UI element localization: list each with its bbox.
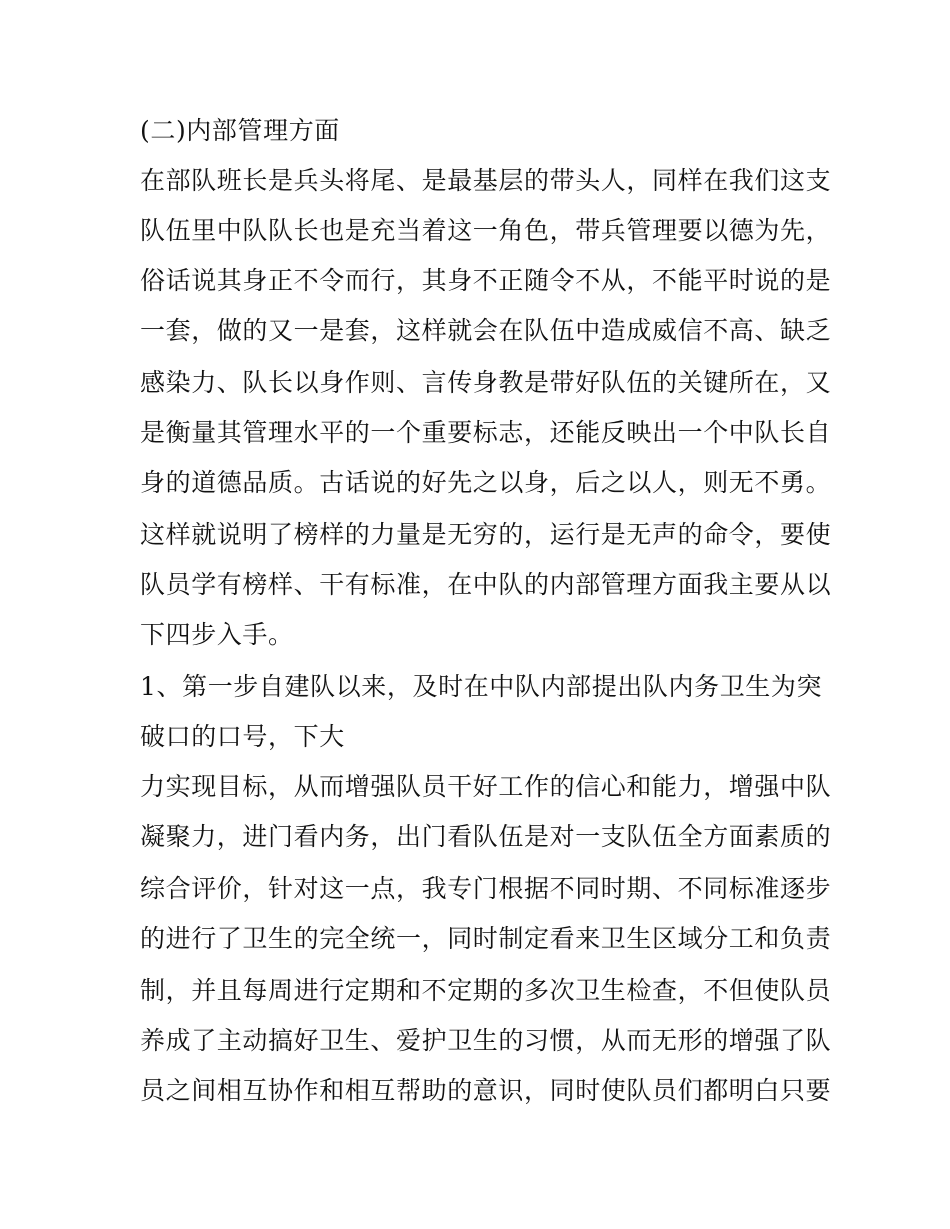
text-line: 在部队班长是兵头将尾、是最基层的带头人，同样在我们这支: [140, 166, 832, 195]
text-line: 的进行了卫生的完全统一，同时制定看来卫生区域分工和负责: [140, 924, 832, 953]
text-line: 制，并且每周进行定期和不定期的多次卫生检查，不但使队员: [140, 976, 832, 1005]
text-line: 综合评价，针对这一点，我专门根据不同时期、不同标准逐步: [140, 874, 832, 903]
text-line: 破口的口号，下大: [140, 722, 345, 751]
text-line: 力实现目标，从而增强队员干好工作的信心和能力，增强中队: [140, 772, 832, 801]
text-line: 是衡量其管理水平的一个重要标志，还能反映出一个中队长自: [140, 418, 832, 447]
text-line: 养成了主动搞好卫生、爱护卫生的习惯，从而无形的增强了队: [140, 1026, 832, 1055]
text-line: 凝聚力，进门看内务，出门看队伍是对一支队伍全方面素质的: [140, 822, 832, 851]
text-line: 俗话说其身正不令而行，其身不正随令不从，不能平时说的是: [140, 266, 832, 295]
text-line: 下四步入手。: [140, 620, 294, 649]
text-line: 员之间相互协作和相互帮助的意识，同时使队员们都明白只要: [140, 1076, 832, 1105]
text-line: 这样就说明了榜样的力量是无穷的，运行是无声的命令，要使: [140, 520, 832, 549]
text-line: 感染力、队长以身作则、言传身教是带好队伍的关键所在，又: [140, 368, 832, 397]
text-line: 队员学有榜样、干有标准，在中队的内部管理方面我主要从以: [140, 570, 832, 599]
text-line: 1、第一步自建队以来，及时在中队内部提出队内务卫生为突: [140, 672, 823, 701]
text-line: 一套，做的又一是套，这样就会在队伍中造成威信不高、缺乏: [140, 316, 832, 345]
section-heading: (二)内部管理方面: [140, 116, 340, 145]
text-line: 身的道德品质。古话说的好先之以身，后之以人，则无不勇。: [140, 468, 832, 497]
text-line: 队伍里中队队长也是充当着这一角色，带兵管理要以德为先，: [140, 216, 832, 245]
